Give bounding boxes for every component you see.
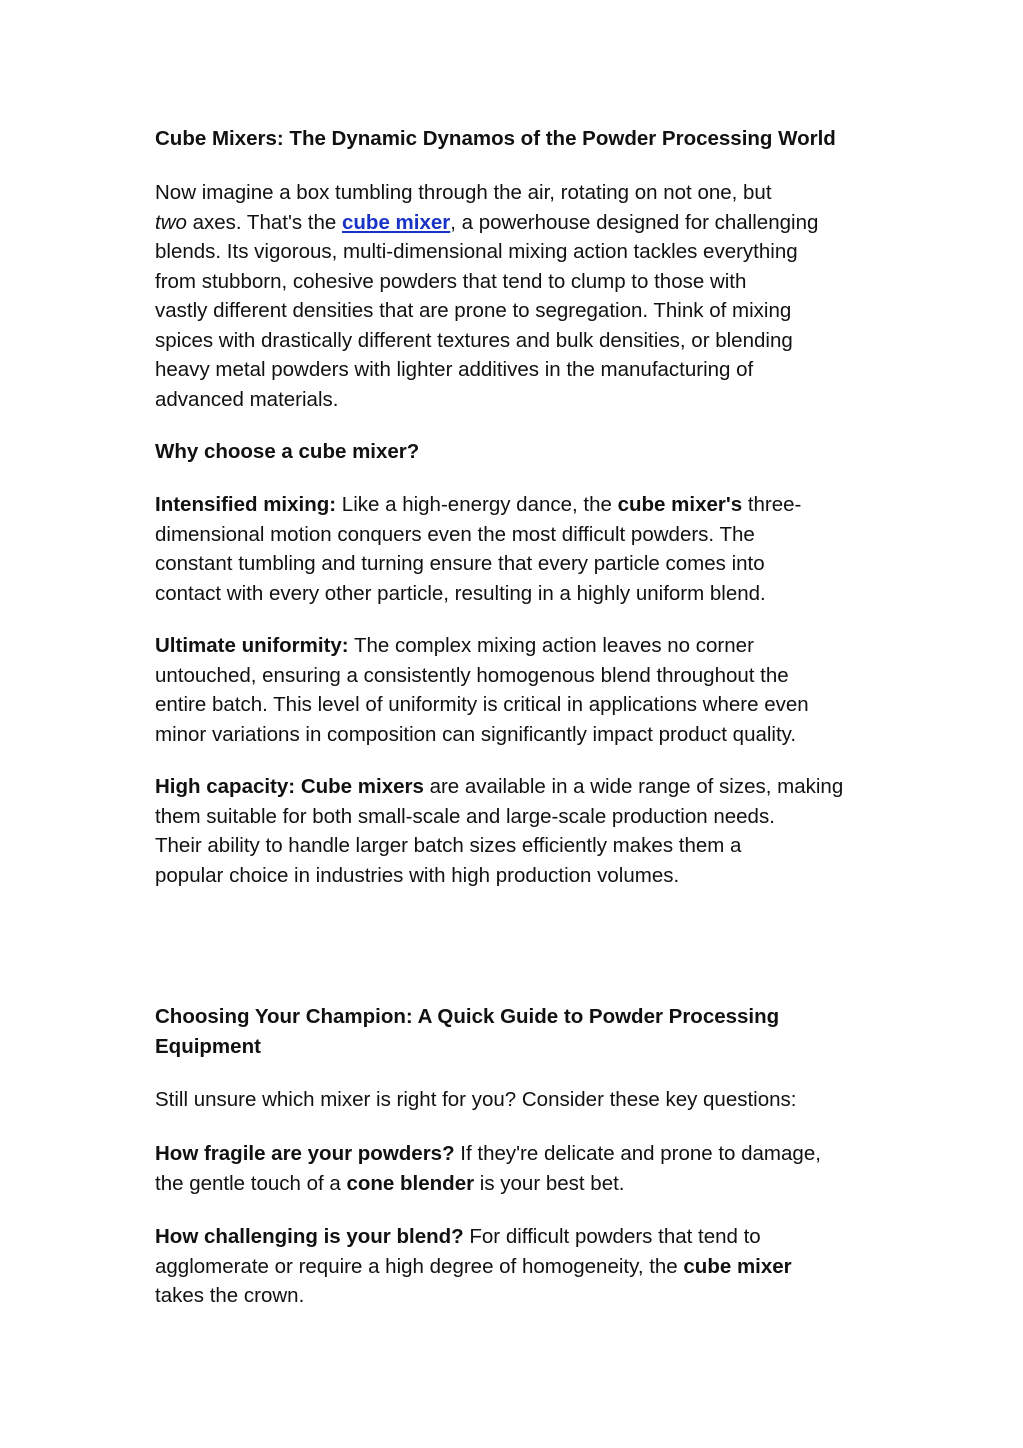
intro-line: spices with drastically different textures and bulk densities, or blending [155,328,793,352]
unsure-paragraph [155,1085,880,1115]
intro-paragraph [155,178,880,414]
intro-line: vastly different densities that are prone to segregation. Think of mixing [155,299,792,322]
paragraph-line: entire batch. This level of uniformity is critical in applications where even [155,693,809,716]
guide-heading: Choosing Your Champion: A Quick Guide to Powder Processing [155,1005,780,1028]
intro-text: axes. That's the [186,210,342,234]
paragraph-line [155,631,880,661]
intro-line: heavy metal powders with lighter additives in the manufacturing of [155,358,754,381]
paragraph-line: takes the crown. [155,1284,305,1307]
paragraph-line [155,490,880,520]
page-title: Cube Mixers: The Dynamic Dynamos of the Powder Processing World [155,127,836,150]
bold-text: cube mixer's [617,493,743,516]
paragraph-text: three- [742,493,802,516]
paragraph-text: agglomerate or require a high degree of homogeneity, the [155,1254,684,1278]
intro-text: , a powerhouse designed for challenging [450,210,819,234]
why-heading: Why choose a cube mixer? [155,440,420,463]
paragraph-text: are available in a wide range of sizes, making [423,775,844,798]
paragraph-line: popular choice in industries with high production volumes. [155,863,680,887]
paragraph-line: them suitable for both small-scale and large-scale production needs. [155,804,775,828]
paragraph-line: dimensional motion conquers even the most difficult powders. The [155,522,755,546]
bold-text: cube mixer [683,1254,792,1278]
bold-text: Cube mixers [295,775,424,798]
intro-line [155,208,880,238]
paragraph-line: contact with every other particle, resulting in a highly uniform blend. [155,581,766,605]
intensified-paragraph [155,490,880,608]
paragraph-line: Their ability to handle larger batch sizes efficiently makes them a [155,834,742,857]
paragraph-line [155,1252,880,1282]
intro-line: advanced materials. [155,387,339,411]
term-label: High capacity: [155,775,296,798]
question-label: How fragile are your powders? [155,1142,455,1165]
capacity-paragraph [155,772,880,890]
cube-mixer-link[interactable]: cube mixer [342,210,451,234]
paragraph-line [155,1169,880,1199]
guide-heading-block [155,1002,880,1061]
challenging-paragraph [155,1222,880,1311]
intro-line: from stubborn, cohesive powders that tend to clump to those with [155,269,747,293]
paragraph-text: the gentle touch of a [155,1171,347,1195]
paragraph-text: Like a high-energy dance, the [336,493,618,516]
section-title [155,124,880,154]
paragraph-line [155,1139,880,1169]
fragile-paragraph [155,1139,880,1198]
term-label: Intensified mixing: [155,493,337,516]
paragraph-text: For difficult powders that tend to [463,1225,761,1248]
intro-line: Now imagine a box tumbling through the air, rotating on not one, but [155,181,772,204]
paragraph-text: If they're delicate and prone to damage, [454,1142,821,1165]
paragraph-text: is your best bet. [474,1171,625,1195]
bold-text: cone blender [346,1171,475,1195]
why-heading-block [155,437,880,467]
term-label: Ultimate uniformity: [155,634,349,657]
paragraph-line: Still unsure which mixer is right for you? Consider these key questions: [155,1088,797,1111]
paragraph-line: untouched, ensuring a consistently homogenous blend throughout the [155,663,789,687]
paragraph-line [155,1222,880,1252]
paragraph-text: The complex mixing action leaves no corner [348,634,754,657]
paragraph-line: minor variations in composition can significantly impact product quality. [155,722,797,746]
paragraph-line [155,772,880,802]
uniformity-paragraph [155,631,880,749]
question-label: How challenging is your blend? [155,1225,464,1248]
intro-line: blends. Its vigorous, multi-dimensional mixing action tackles everything [155,240,798,263]
emphasis-text: two [155,210,187,234]
guide-heading: Equipment [155,1034,261,1058]
paragraph-line: constant tumbling and turning ensure that every particle comes into [155,552,765,575]
